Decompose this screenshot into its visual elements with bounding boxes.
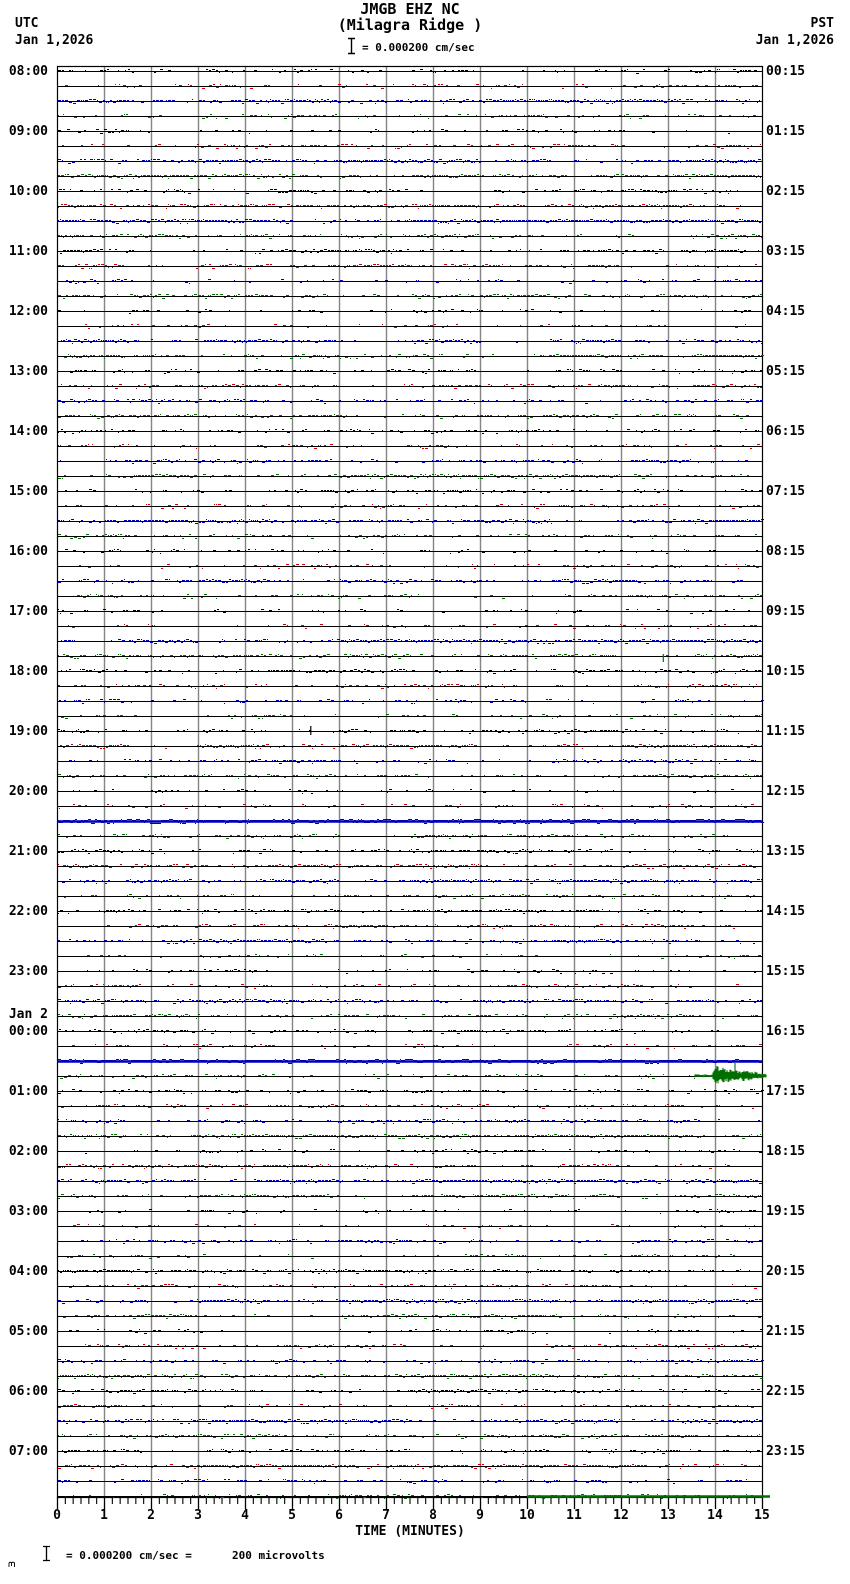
pst-time-label: 20:15 [766, 1264, 806, 1279]
x-axis-tick-label: 4 [241, 1508, 249, 1523]
x-axis-tick-label: 15 [754, 1508, 770, 1523]
utc-time-label: 14:00 [8, 424, 48, 439]
x-axis-title: TIME (MINUTES) [355, 1524, 465, 1539]
minute-gridlines [105, 66, 716, 1497]
x-axis-tick-label: 9 [476, 1508, 484, 1523]
x-axis-tick-label: 8 [429, 1508, 437, 1523]
event-earthquake-burst [695, 1063, 766, 1083]
pst-time-label: 15:15 [766, 964, 806, 979]
pst-time-label: 23:15 [766, 1444, 806, 1459]
utc-time-label: 04:00 [8, 1264, 48, 1279]
x-axis-tick-label: 2 [147, 1508, 155, 1523]
utc-time-label: 05:00 [8, 1324, 48, 1339]
utc-time-label: 16:00 [8, 544, 48, 559]
utc-time-label: 08:00 [8, 64, 48, 79]
pst-time-label: 21:15 [766, 1324, 806, 1339]
pst-time-label: 14:15 [766, 904, 806, 919]
utc-time-label: 11:00 [8, 244, 48, 259]
utc-time-label: 19:00 [8, 724, 48, 739]
station-subtitle: (Milagra Ridge ) [337, 16, 483, 34]
utc-time-label: 09:00 [8, 124, 48, 139]
x-axis-tick-label: 1 [100, 1508, 108, 1523]
pst-time-label: 12:15 [766, 784, 806, 799]
pst-time-label: 06:15 [766, 424, 806, 439]
pst-time-label: 16:15 [766, 1024, 806, 1039]
pst-time-label: 19:15 [766, 1204, 806, 1219]
left-timezone-label: UTC [15, 16, 39, 31]
utc-time-label: 17:00 [8, 604, 48, 619]
pst-time-label: 05:15 [766, 364, 806, 379]
pst-time-label: 13:15 [766, 844, 806, 859]
footer-scale-value: 200 microvolts [232, 1549, 325, 1562]
station-title: JMGB EHZ NC [360, 0, 460, 18]
pst-time-label: 18:15 [766, 1144, 806, 1159]
left-date-label: Jan 1,2026 [15, 33, 94, 48]
x-axis-tick-label: 5 [288, 1508, 296, 1523]
utc-time-label: 22:00 [8, 904, 48, 919]
pst-time-label: 09:15 [766, 604, 806, 619]
x-axis-tick-label: 6 [335, 1508, 343, 1523]
pst-time-label: 08:15 [766, 544, 806, 559]
utc-time-label: 00:00 [8, 1024, 48, 1039]
utc-time-label: 03:00 [8, 1204, 48, 1219]
x-axis-tick-label: 14 [707, 1508, 723, 1523]
pst-time-label: 02:15 [766, 184, 806, 199]
footer-scale-text: = 0.000200 cm/sec = [66, 1549, 192, 1562]
x-axis-tick-label: 12 [613, 1508, 629, 1523]
pst-time-label: 01:15 [766, 124, 806, 139]
utc-time-label: 20:00 [8, 784, 48, 799]
x-axis-tick-label: 11 [566, 1508, 582, 1523]
footer-mark-icon [8, 1553, 16, 1572]
utc-date-rollover-label: Jan 2 [8, 1007, 48, 1022]
footer-ibeam-icon [42, 1545, 51, 1566]
right-timezone-label: PST [810, 16, 834, 31]
utc-time-label: 02:00 [8, 1144, 48, 1159]
utc-time-label: 06:00 [8, 1384, 48, 1399]
x-axis-tick-label: 0 [53, 1508, 61, 1523]
utc-time-label: 13:00 [8, 364, 48, 379]
pst-time-label: 00:15 [766, 64, 806, 79]
scale-text: = 0.000200 cm/sec [362, 41, 475, 54]
utc-time-label: 23:00 [8, 964, 48, 979]
utc-time-label: 21:00 [8, 844, 48, 859]
x-axis-tick-label: 13 [660, 1508, 676, 1523]
x-axis-tick-label: 3 [194, 1508, 202, 1523]
pst-time-label: 22:15 [766, 1384, 806, 1399]
right-date-label: Jan 1,2026 [755, 33, 834, 48]
utc-time-label: 15:00 [8, 484, 48, 499]
pst-time-label: 11:15 [766, 724, 806, 739]
x-axis-tick-label: 10 [519, 1508, 535, 1523]
utc-time-label: 01:00 [8, 1084, 48, 1099]
pst-time-label: 17:15 [766, 1084, 806, 1099]
pst-time-label: 03:15 [766, 244, 806, 259]
utc-time-label: 07:00 [8, 1444, 48, 1459]
pst-time-label: 10:15 [766, 664, 806, 679]
utc-time-label: 18:00 [8, 664, 48, 679]
utc-time-label: 10:00 [8, 184, 48, 199]
utc-time-label: 12:00 [8, 304, 48, 319]
x-axis-tick-label: 7 [382, 1508, 390, 1523]
pst-time-label: 07:15 [766, 484, 806, 499]
pst-time-label: 04:15 [766, 304, 806, 319]
